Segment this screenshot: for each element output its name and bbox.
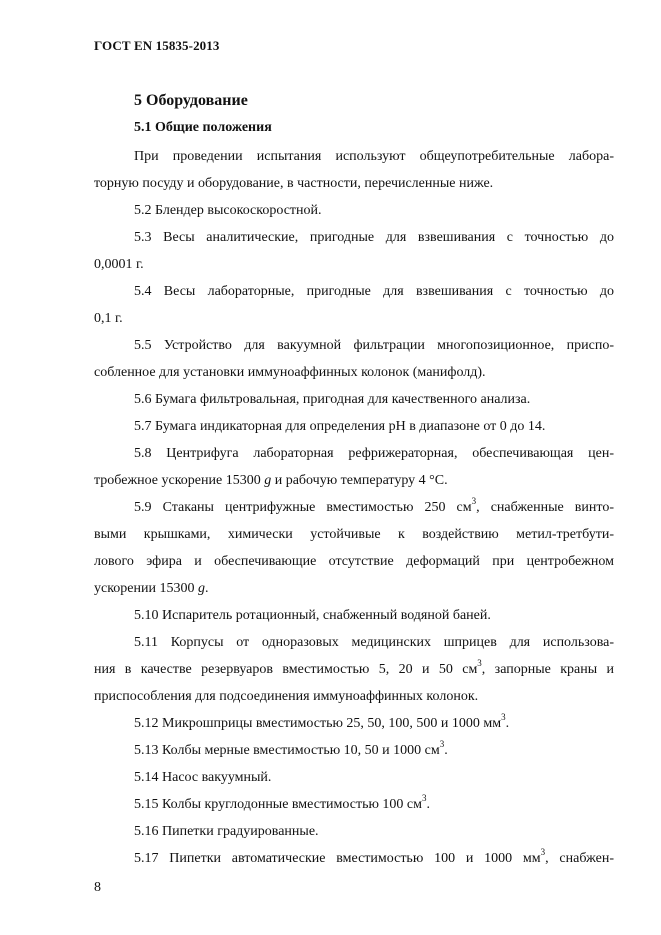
- text-part: 5.15 Колбы круглодонные вместимостью 100 см: [134, 797, 423, 812]
- equipment-item: 5.10 Испаритель ротационный, снабженный водяной баней.: [134, 608, 491, 623]
- equipment-item: 5.4 Весы лабораторные, пригодные для взвешивания с точностью до: [134, 284, 614, 299]
- text-part: , запорные краны и: [481, 662, 614, 677]
- equipment-item: 5.16 Пипетки градуированные.: [134, 824, 319, 839]
- superscript: 3: [477, 658, 482, 669]
- equipment-item: 5.7 Бумага индикаторная для определения рН в диапазоне от 0 до 14.: [134, 419, 546, 434]
- text-part: .: [205, 581, 209, 596]
- body-line: При проведении испытания используют общеупотребительные лабора-: [134, 149, 614, 164]
- equipment-item: 5.3 Весы аналитические, пригодные для взвешивания с точностью до: [134, 230, 614, 245]
- text-part: .: [426, 797, 431, 812]
- text-part: .: [444, 743, 448, 758]
- text-part: и рабочую температуру 4 °С.: [271, 473, 448, 488]
- superscript: 3: [540, 847, 546, 858]
- text-part: ния в качестве резервуаров вместимостью 5, 20 и 50 см: [94, 662, 478, 677]
- equipment-item: [134, 496, 614, 517]
- text-part: 5.12 Микрошприцы вместимостью 25, 50, 100, 500 и 1000 мм: [134, 716, 502, 731]
- body-line: 0,1 г.: [94, 311, 123, 326]
- equipment-item: 5.14 Насос вакуумный.: [134, 770, 272, 785]
- body-line: выми крышками, химически устойчивые к воздействию метил-третбути-: [94, 527, 614, 542]
- body-line: 0,0001 г.: [94, 257, 144, 272]
- equipment-item: 5.5 Устройство для вакуумной фильтрации многопозиционное, приспо-: [134, 338, 614, 353]
- text-part: тробежное ускорение 15300: [94, 473, 265, 488]
- superscript: 3: [439, 739, 445, 750]
- superscript: 3: [471, 496, 477, 507]
- equipment-item: 5.6 Бумага фильтровальная, пригодная для качественного анализа.: [134, 392, 531, 407]
- equipment-item: [134, 712, 614, 733]
- standard-header: ГОСТ EN 15835-2013: [94, 38, 220, 53]
- equipment-item: 5.11 Корпусы от одноразовых медицинских шприцев для использова-: [134, 635, 614, 650]
- superscript: 3: [422, 793, 427, 804]
- text-part: 5.13 Колбы мерные вместимостью 10, 50 и 1000 см: [134, 743, 440, 758]
- subsection-title: 5.1 Общие положения: [134, 120, 272, 135]
- page-number: 8: [94, 880, 101, 895]
- equipment-item: [134, 847, 614, 868]
- superscript: 3: [501, 712, 506, 723]
- text-part: , снабженные винто-: [476, 500, 614, 515]
- text-part: 5.17 Пипетки автоматические вместимостью 100 и 1000 мм: [134, 851, 541, 866]
- body-line: лового эфира и обеспечивающие отсутствие деформаций при центробежном: [94, 554, 614, 569]
- text-part: 5.9 Стаканы центрифужные вместимостью 250 см: [134, 500, 472, 515]
- body-line: [94, 658, 614, 679]
- body-line: [94, 580, 614, 598]
- section-title: 5 Оборудование: [134, 92, 248, 109]
- g-symbol: g: [198, 581, 205, 596]
- equipment-item: 5.2 Блендер высокоскоростной.: [134, 203, 322, 218]
- equipment-item: 5.8 Центрифуга лабораторная рефрижераторная, обеспечивающая цен-: [134, 446, 614, 461]
- g-symbol: g: [264, 473, 272, 488]
- equipment-item: [134, 793, 614, 814]
- body-line: торную посуду и оборудование, в частности, перечисленные ниже.: [94, 176, 494, 191]
- text-part: .: [505, 716, 510, 731]
- body-line: приспособления для подсоединения иммуноаффинных колонок.: [94, 689, 479, 704]
- text-part: ускорении 15300: [94, 581, 198, 596]
- body-line: собленное для установки иммуноаффинных колонок (манифолд).: [94, 365, 486, 380]
- equipment-item: [134, 739, 614, 760]
- text-part: , снабжен-: [545, 851, 614, 866]
- body-line: [94, 472, 614, 490]
